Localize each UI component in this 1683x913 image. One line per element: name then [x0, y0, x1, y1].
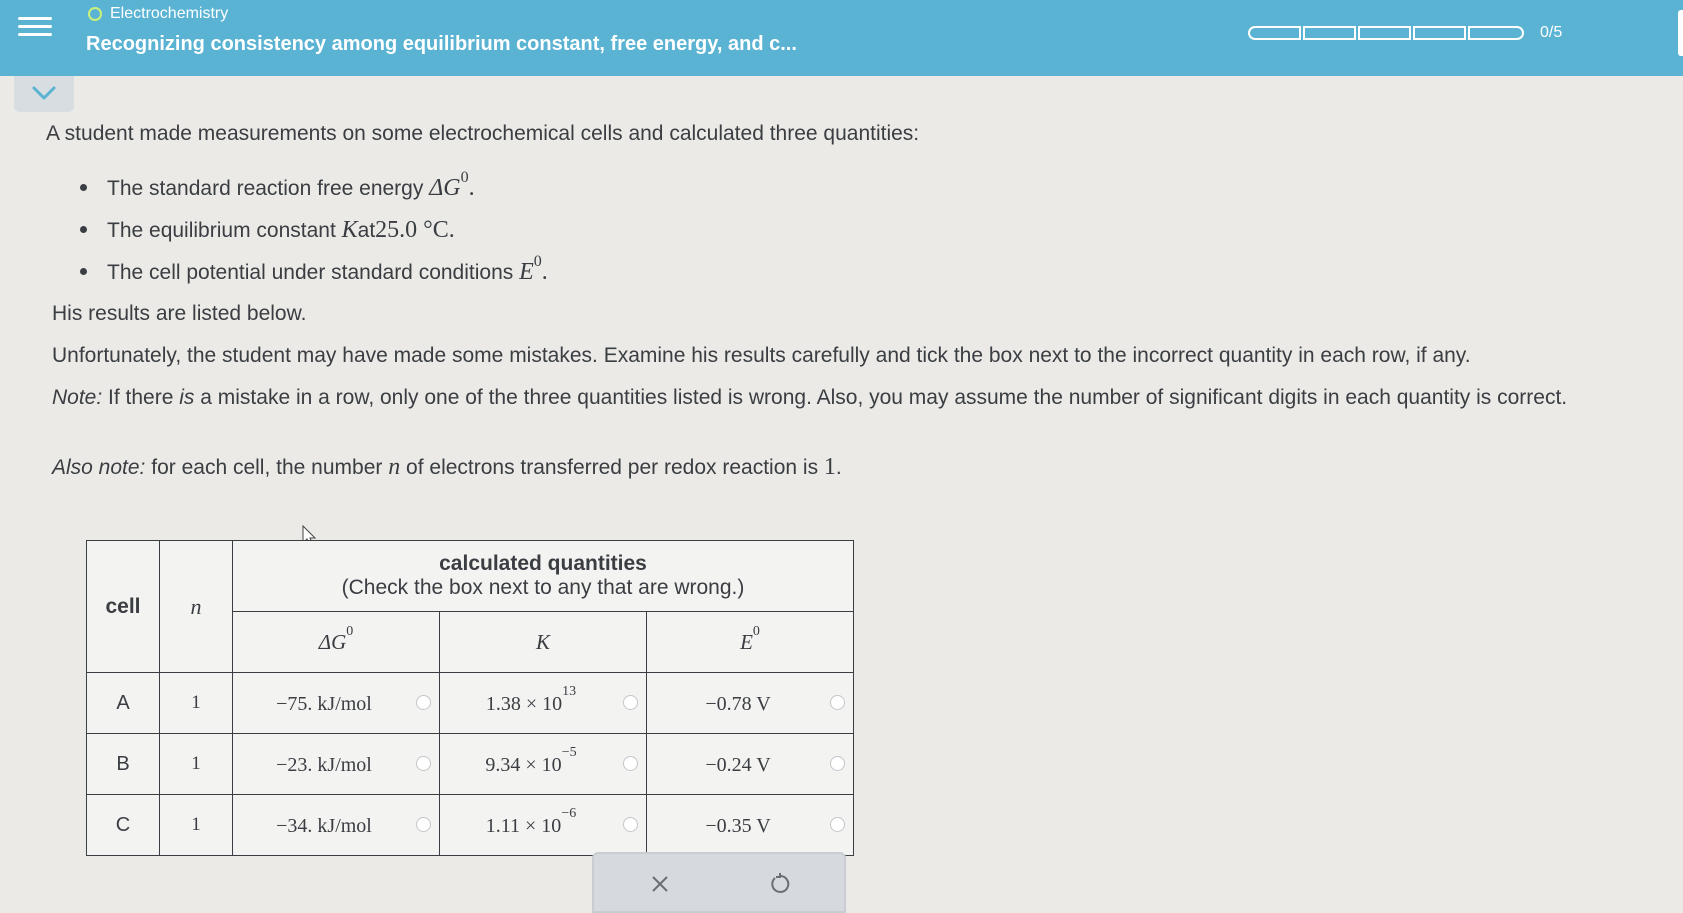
progress-bar [1248, 26, 1526, 40]
bullet-mid: at [357, 219, 376, 242]
bullet-icon [80, 268, 87, 275]
delta-g-cell: −23. kJ/mol [233, 734, 440, 795]
progress-segment [1468, 26, 1524, 40]
k-wrong-checkbox[interactable] [623, 695, 638, 710]
menu-button[interactable] [18, 12, 52, 42]
side-tab[interactable] [1678, 10, 1683, 56]
cell-label: C [87, 795, 160, 856]
list-item [80, 169, 548, 217]
note-text: Note: If there is a mistake in a row, only one of the three quantities listed is wrong. Also, you may assume the number of significant digits in each quantity is correct. [52, 386, 1568, 409]
also-note-text: Also note: for each cell, the number n of electrons transferred per redox reaction is 1. [52, 454, 842, 480]
bullet-text: The cell potential under standard conditions [107, 261, 514, 284]
table-row [87, 795, 854, 856]
menu-icon-line [18, 17, 52, 20]
page-title: Recognizing consistency among equilibrium constant, free energy, and c... [86, 33, 797, 55]
menu-icon-line [18, 25, 52, 28]
table-row [87, 673, 854, 734]
cell-label: A [87, 673, 160, 734]
menu-icon-line [18, 33, 52, 36]
progress-count: 0/5 [1540, 24, 1563, 41]
undo-icon [768, 872, 792, 896]
clear-button[interactable] [640, 864, 680, 904]
topic-label [88, 5, 228, 23]
bullet-text: The standard reaction free energy [107, 177, 424, 200]
delta-g-wrong-checkbox[interactable] [416, 817, 431, 832]
bullet-text: The equilibrium constant [107, 219, 336, 242]
e-wrong-checkbox[interactable] [830, 756, 845, 771]
results-text: His results are listed below. [52, 302, 307, 325]
intro-text: A student made measurements on some electrochemical cells and calculated three quantities: [46, 122, 920, 145]
cell-label: B [87, 734, 160, 795]
delta-g-wrong-checkbox[interactable] [416, 695, 431, 710]
e-wrong-checkbox[interactable] [830, 695, 845, 710]
action-bar [592, 852, 846, 913]
progress-segment [1303, 26, 1356, 40]
instruction-text: Unfortunately, the student may have made some mistakes. Examine his results carefully and tick the box next to the incorrect quantity in each row, if any. [52, 344, 1471, 367]
collapse-button[interactable] [14, 76, 74, 112]
delta-g-cell: −75. kJ/mol [233, 673, 440, 734]
bullet-icon [80, 226, 87, 233]
quantity-list [80, 169, 548, 301]
k-cell: $1.11 \times 10^{-6}$ [440, 795, 647, 856]
delta-g-cell: −34. kJ/mol [233, 795, 440, 856]
header-e: $E^0$ [647, 612, 854, 673]
k-cell: $1.38 \times 10^{13}$ [440, 673, 647, 734]
calculated-quantities-header: calculated quantities (Check the box next to any that are wrong.) [233, 541, 854, 612]
results-table [86, 540, 854, 856]
math-symbol: $E^0$. [519, 253, 548, 285]
e-cell: −0.35 V [647, 795, 854, 856]
k-cell: $9.34 \times 10^{-5}$ [440, 734, 647, 795]
table-row [87, 734, 854, 795]
list-item [80, 217, 548, 259]
n-value: 1 [160, 734, 233, 795]
k-wrong-checkbox[interactable] [623, 817, 638, 832]
e-wrong-checkbox[interactable] [830, 817, 845, 832]
header-n: n [160, 541, 233, 673]
topic-name: Electrochemistry [110, 5, 229, 22]
chevron-down-icon [14, 76, 74, 112]
undo-button[interactable] [760, 864, 800, 904]
progress-segment [1413, 26, 1466, 40]
close-icon [650, 874, 670, 894]
e-cell: −0.78 V [647, 673, 854, 734]
header-cell: cell [87, 541, 160, 673]
list-item [80, 253, 548, 301]
k-wrong-checkbox[interactable] [623, 756, 638, 771]
progress-segment [1248, 26, 1301, 40]
top-bar [0, 0, 1683, 76]
header-delta-g: $\Delta G^0$ [233, 612, 440, 673]
topic-circle-icon [88, 7, 102, 21]
temperature: 25.0 °C. [375, 217, 455, 243]
n-value: 1 [160, 673, 233, 734]
math-symbol: $\Delta G^0$. [429, 169, 475, 201]
delta-g-wrong-checkbox[interactable] [416, 756, 431, 771]
n-value: 1 [160, 795, 233, 856]
math-symbol: K [341, 217, 358, 243]
bullet-icon [80, 184, 87, 191]
progress-segment [1358, 26, 1411, 40]
header-k: K [440, 612, 647, 673]
e-cell: −0.24 V [647, 734, 854, 795]
